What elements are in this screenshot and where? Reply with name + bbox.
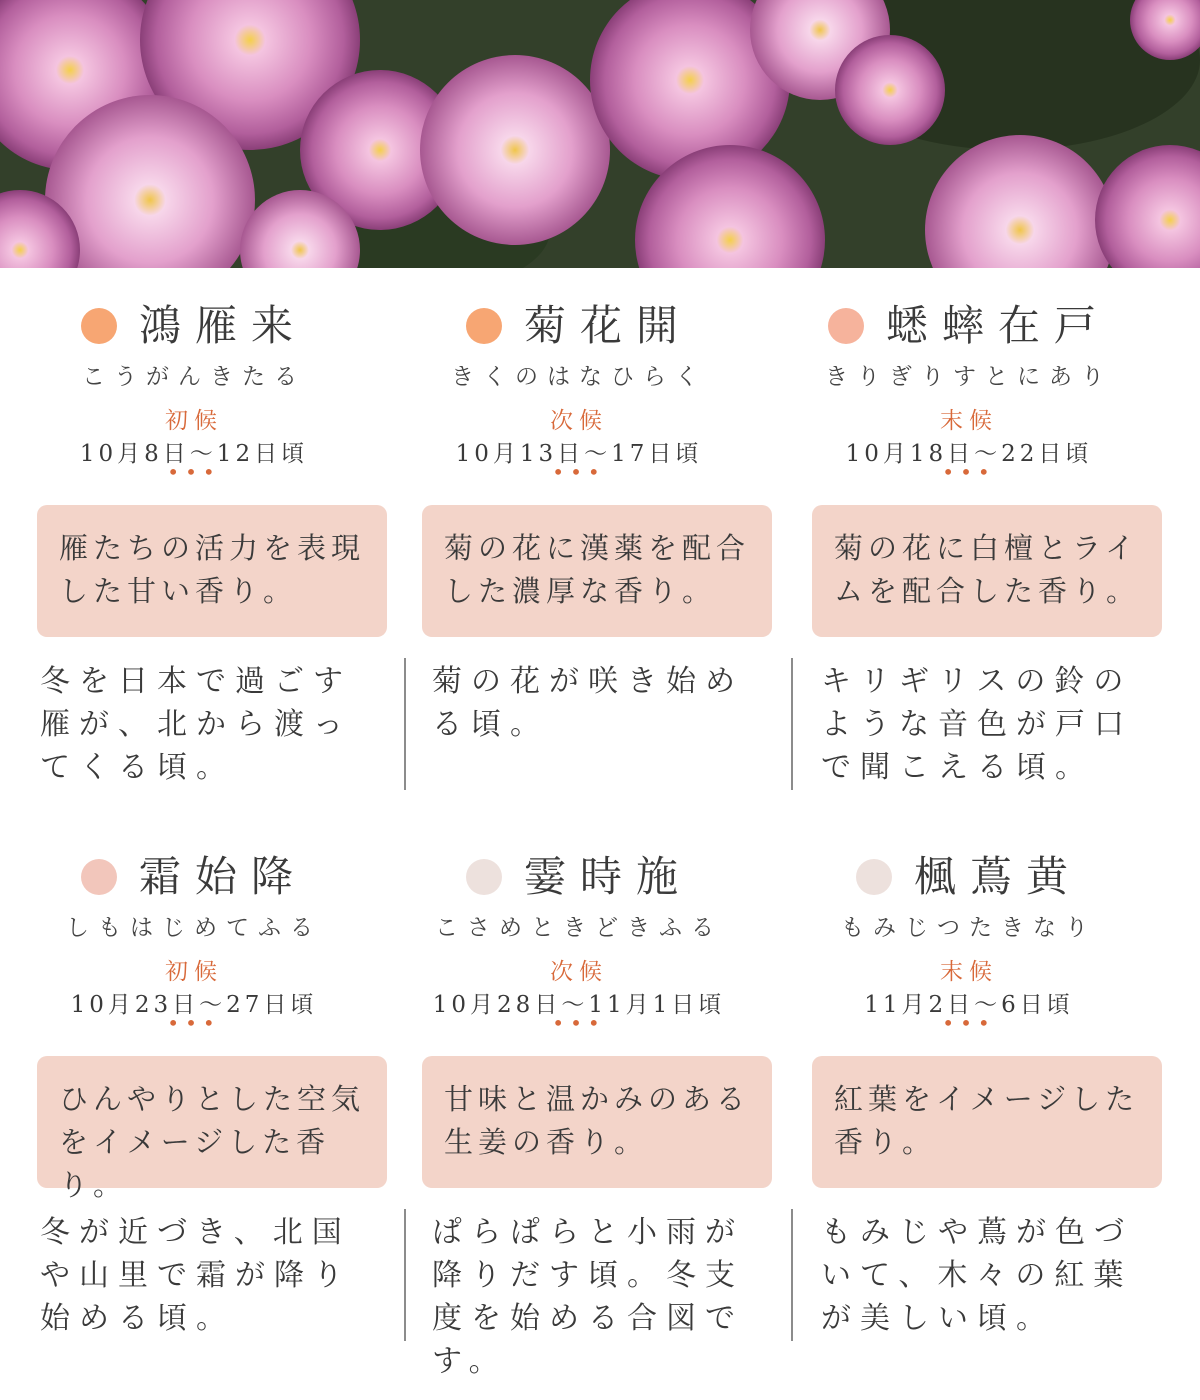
kou-title: 鴻雁来 xyxy=(138,301,307,350)
kou-card-4 xyxy=(0,823,388,1343)
scent-box: 菊の花に漢薬を配合した濃厚な香り。 xyxy=(422,505,772,637)
kou-dates: 10月13日～17日頃 xyxy=(455,441,703,467)
kou-header xyxy=(775,298,1163,354)
color-dot-icon xyxy=(466,308,502,344)
kou-card-6 xyxy=(775,823,1163,1343)
kou-phase: 初候 xyxy=(165,408,223,434)
kou-dates: 10月18日～22日頃 xyxy=(845,441,1093,467)
kou-description: ぱらぱらと小雨が降りだす頃。冬支度を始める合図です。 xyxy=(432,1215,744,1379)
scent-box: 甘味と温かみのある生姜の香り。 xyxy=(422,1056,772,1188)
kou-card-2 xyxy=(385,272,773,792)
kou-header xyxy=(0,298,388,354)
kou-card-3 xyxy=(775,272,1163,792)
kou-row-1 xyxy=(0,272,1200,792)
kou-card-1 xyxy=(0,272,388,792)
kou-title: 霜始降 xyxy=(138,852,307,901)
ellipsis-dots: ••• xyxy=(942,460,996,484)
ellipsis-dots: ••• xyxy=(167,460,221,484)
kou-reading: もみじつたきなり xyxy=(841,915,1097,941)
kou-dates: 11月2日～6日頃 xyxy=(864,992,1074,1018)
ellipsis-dots: ••• xyxy=(552,460,606,484)
kou-title: 菊花開 xyxy=(523,301,692,350)
kou-title: 楓蔦黄 xyxy=(913,852,1082,901)
kou-description: もみじや蔦が色づいて、木々の紅葉が美しい頃。 xyxy=(821,1215,1133,1336)
color-dot-icon xyxy=(466,859,502,895)
kou-header xyxy=(0,849,388,905)
kou-reading: こさめときどきふる xyxy=(435,915,723,941)
color-dot-icon xyxy=(81,859,117,895)
kou-reading: しもはじめてふる xyxy=(66,915,322,941)
kou-reading: こうがんきたる xyxy=(82,364,306,390)
ellipsis-dots: ••• xyxy=(167,1011,221,1035)
kou-reading: きくのはなひらく xyxy=(451,364,707,390)
kou-dates: 10月23日～27日頃 xyxy=(70,992,318,1018)
kou-dates: 10月8日～12日頃 xyxy=(79,441,309,467)
ellipsis-dots: ••• xyxy=(552,1011,606,1035)
kou-phase: 末候 xyxy=(940,959,998,985)
scent-box: ひんやりとした空気をイメージした香り。 xyxy=(37,1056,387,1188)
color-dot-icon xyxy=(828,308,864,344)
hero-flower-image xyxy=(0,0,1200,268)
kou-description: 冬を日本で過ごす雁が、北から渡ってくる頃。 xyxy=(40,664,352,785)
kou-row-2 xyxy=(0,823,1200,1379)
kou-reading: きりぎりすとにあり xyxy=(825,364,1113,390)
color-dot-icon xyxy=(81,308,117,344)
kou-description: 冬が近づき、北国や山里で霜が降り始める頃。 xyxy=(40,1215,352,1336)
color-dot-icon xyxy=(856,859,892,895)
kou-dates: 10月28日～11月1日頃 xyxy=(432,992,726,1018)
scent-box: 紅葉をイメージした香り。 xyxy=(812,1056,1162,1188)
scent-box: 菊の花に白檀とライムを配合した香り。 xyxy=(812,505,1162,637)
kou-phase: 初候 xyxy=(165,959,223,985)
kou-phase: 次候 xyxy=(550,959,608,985)
kou-description: 菊の花が咲き始める頃。 xyxy=(432,664,744,742)
scent-box: 雁たちの活力を表現した甘い香り。 xyxy=(37,505,387,637)
ellipsis-dots: ••• xyxy=(942,1011,996,1035)
kou-phase: 末候 xyxy=(940,408,998,434)
kou-header xyxy=(385,298,773,354)
kou-header xyxy=(385,849,773,905)
kou-description: キリギリスの鈴のような音色が戸口で聞こえる頃。 xyxy=(821,664,1133,785)
kou-phase: 次候 xyxy=(550,408,608,434)
kou-card-5 xyxy=(385,823,773,1379)
kou-title: 霎時施 xyxy=(523,852,692,901)
kou-title: 蟋蟀在戸 xyxy=(885,301,1110,350)
kou-header xyxy=(775,849,1163,905)
